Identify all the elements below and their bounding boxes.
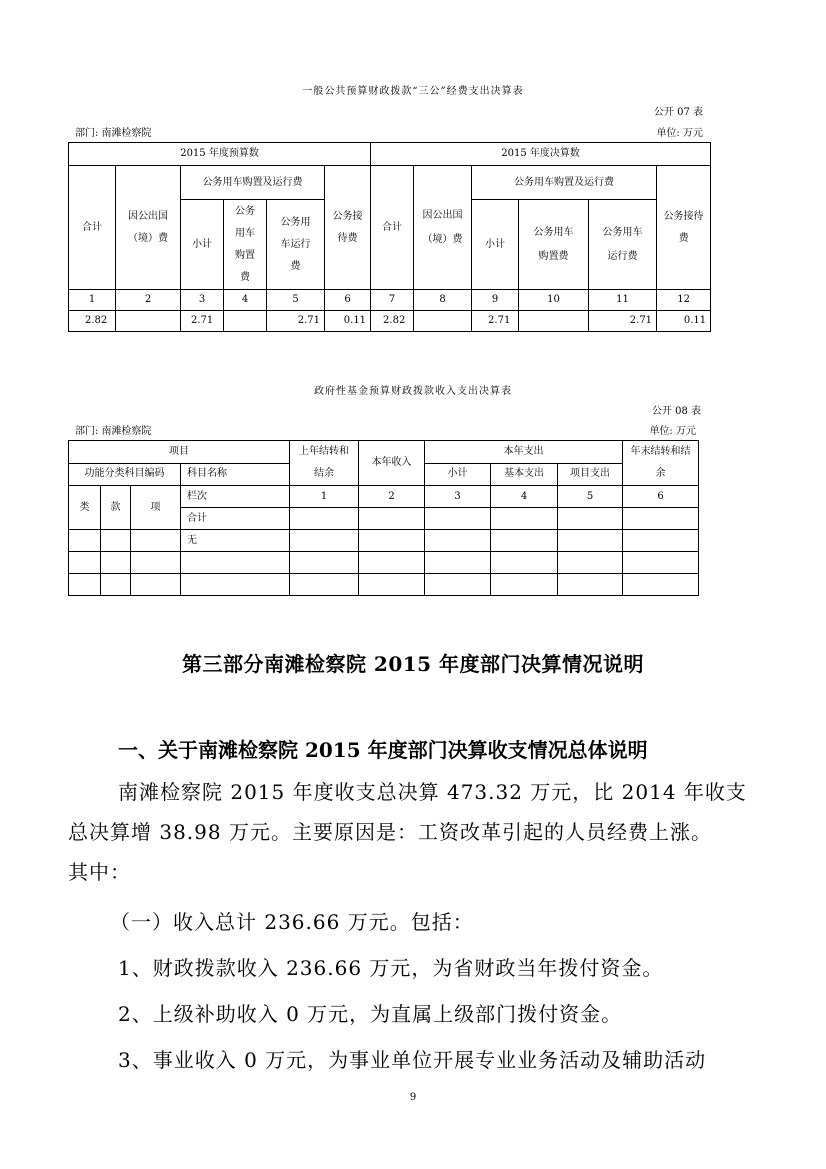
col-number: 3 <box>425 486 491 508</box>
col-total: 合计 <box>69 166 116 290</box>
cell-value: 2.71 <box>181 311 224 332</box>
col-number: 9 <box>472 290 519 311</box>
col-xiang: 项 <box>131 486 181 530</box>
col-number: 6 <box>623 486 699 508</box>
col-expense: 本年支出 <box>425 441 623 464</box>
col-number: 2 <box>116 290 181 311</box>
table07-unit: 单位: 万元 <box>656 128 703 139</box>
table08-code: 公开 08 表 <box>651 406 701 417</box>
col-subject-name: 科目名称 <box>181 463 290 486</box>
table-row <box>69 574 699 596</box>
budget-header: 2015 年度预算数 <box>69 143 371 166</box>
page-number: 9 <box>409 1092 417 1103</box>
col-number: 4 <box>491 486 558 508</box>
row-total: 合计 <box>181 508 290 530</box>
cell-value: 2.71 <box>589 311 657 332</box>
cell-value: 2.71 <box>472 311 519 332</box>
col-kuan: 款 <box>101 486 131 530</box>
col-car-group-final: 公务用车购置及运行费 <box>472 166 657 200</box>
col-number: 11 <box>589 290 657 311</box>
table-row <box>69 530 699 552</box>
col-number: 1 <box>290 486 359 508</box>
paragraph-line: 1、财政拨款收入 236.66 万元，为省财政当年拨付资金。 <box>118 956 664 980</box>
cell-value <box>519 311 589 332</box>
col-car-buy-final: 公务用车购置费 <box>519 200 589 290</box>
col-reception-budget: 公务接待费 <box>325 166 371 290</box>
col-func-code: 功能分类科目编码 <box>69 463 181 486</box>
col-lei: 类 <box>69 486 101 530</box>
col-subtotal: 小计 <box>425 463 491 486</box>
paragraph-line: 总决算增 38.98 万元。主要原因是：工资改革引起的人员经费上涨。 <box>68 820 712 844</box>
col-car-run-final: 公务用车运行费 <box>589 200 657 290</box>
col-income: 本年收入 <box>359 441 425 486</box>
table08-dept: 部门: 南滩检察院 <box>75 426 152 437</box>
table07-number-row <box>69 290 711 311</box>
col-total-final: 合计 <box>371 166 414 290</box>
col-subtotal-budget: 小计 <box>181 200 224 290</box>
cell-value: 2.71 <box>267 311 325 332</box>
col-subtotal-final: 小计 <box>472 200 519 290</box>
cell-value <box>414 311 472 332</box>
col-reception-final: 公务接待费 <box>657 166 711 290</box>
paragraph-line: 南滩检察院 2015 年度收支总决算 473.32 万元，比 2014 年收支 <box>118 780 747 804</box>
paragraph-line: （一）收入总计 236.66 万元。包括： <box>110 910 474 934</box>
col-project: 项目支出 <box>558 463 623 486</box>
paragraph-line: 3、事业收入 0 万元，为事业单位开展专业业务活动及辅助活动 <box>118 1048 707 1072</box>
table07-title: 一般公共预算财政拨款“三公”经费支出决算表 <box>302 86 524 97</box>
subsection-title: 一、关于南滩检察院 2015 年度部门决算收支情况总体说明 <box>118 738 648 762</box>
col-number: 8 <box>414 290 472 311</box>
table07-dept: 部门: 南滩检察院 <box>75 128 152 139</box>
table-row <box>69 552 699 574</box>
col-number: 3 <box>181 290 224 311</box>
col-number: 6 <box>325 290 371 311</box>
cell-value: 2.82 <box>69 311 116 332</box>
cell-value: 2.82 <box>371 311 414 332</box>
col-abroad-final: 因公出国（境）费 <box>414 166 472 290</box>
col-number: 2 <box>359 486 425 508</box>
col-number: 1 <box>69 290 116 311</box>
col-prev-balance: 上年结转和结余 <box>290 441 359 486</box>
col-number: 10 <box>519 290 589 311</box>
table08-title: 政府性基金预算财政拨款收入支出决算表 <box>314 386 512 397</box>
row-lanci: 栏次 <box>181 486 290 508</box>
col-car-run-budget: 公务用车运行费 <box>267 200 325 290</box>
col-end-balance: 年末结转和结余 <box>623 441 699 486</box>
table08 <box>68 440 699 596</box>
col-item: 项目 <box>69 441 290 464</box>
col-number: 5 <box>267 290 325 311</box>
col-car-group-budget: 公务用车购置及运行费 <box>181 166 325 200</box>
col-number: 5 <box>558 486 623 508</box>
row-none: 无 <box>181 530 290 552</box>
col-number: 12 <box>657 290 711 311</box>
cell-value <box>224 311 267 332</box>
col-number: 4 <box>224 290 267 311</box>
table07-value-row <box>69 311 711 332</box>
final-header: 2015 年度决算数 <box>371 143 711 166</box>
table07-code: 公开 07 表 <box>653 107 703 118</box>
col-basic: 基本支出 <box>491 463 558 486</box>
section-title: 第三部分南滩检察院 2015 年度部门决算情况说明 <box>181 652 645 676</box>
col-abroad-budget: 因公出国（境）费 <box>116 166 181 290</box>
cell-value: 0.11 <box>657 311 711 332</box>
cell-value <box>116 311 181 332</box>
cell-value: 0.11 <box>325 311 371 332</box>
paragraph-line: 其中： <box>68 860 131 884</box>
col-car-buy-budget: 公务用车购置费 <box>224 200 267 290</box>
table07 <box>68 142 711 332</box>
table08-unit: 单位: 万元 <box>649 426 696 437</box>
paragraph-line: 2、上级补助收入 0 万元，为直属上级部门拨付资金。 <box>118 1002 623 1026</box>
col-number: 7 <box>371 290 414 311</box>
